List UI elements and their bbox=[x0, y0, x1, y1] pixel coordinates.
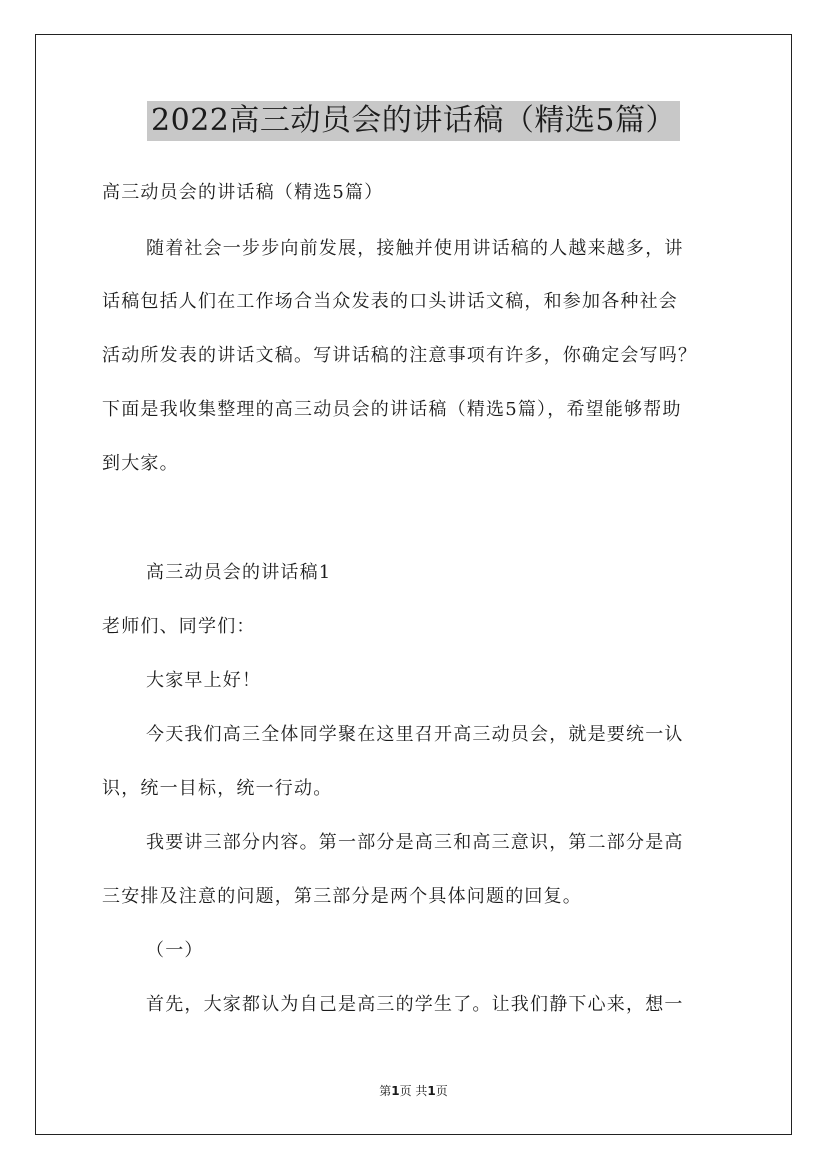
section-heading: 高三动员会的讲话稿1 bbox=[146, 562, 332, 583]
subsection-marker: （一） bbox=[146, 940, 204, 961]
footer-prefix: 第 bbox=[379, 1084, 392, 1098]
greeting-line: 大家早上好！ bbox=[146, 670, 262, 691]
subtitle-line: 高三动员会的讲话稿（精选5篇） bbox=[102, 182, 384, 203]
paragraph-line: 下面是我收集整理的高三动员会的讲话稿（精选5篇），希望能够帮助 bbox=[102, 399, 682, 420]
paragraph-line: 今天我们高三全体同学聚在这里召开高三动员会，就是要统一认 bbox=[146, 724, 684, 745]
footer-total-suffix: 页 bbox=[435, 1084, 448, 1098]
title-container bbox=[0, 101, 827, 141]
salutation-line: 老师们、同学们： bbox=[102, 616, 256, 637]
paragraph-line: 话稿包括人们在工作场合当众发表的口头讲话文稿，和参加各种社会 bbox=[102, 291, 678, 312]
document-title: 2022高三动员会的讲话稿（精选5篇） bbox=[147, 101, 680, 141]
paragraph-line: 我要讲三部分内容。第一部分是高三和高三意识，第二部分是高 bbox=[146, 832, 684, 853]
footer-page-number: 1 bbox=[391, 1084, 400, 1098]
paragraph-line: 活动所发表的讲话文稿。写讲话稿的注意事项有许多，你确定会写吗？ bbox=[102, 345, 698, 366]
paragraph-line: 识，统一目标，统一行动。 bbox=[102, 778, 333, 799]
page-footer bbox=[0, 1083, 827, 1099]
paragraph-line: 随着社会一步步向前发展，接触并使用讲话稿的人越来越多，讲 bbox=[146, 238, 684, 259]
paragraph-line: 首先，大家都认为自己是高三的学生了。让我们静下心来，想一 bbox=[146, 994, 684, 1015]
paragraph-line: 到大家。 bbox=[102, 453, 179, 474]
footer-page-suffix: 页 共 bbox=[399, 1084, 428, 1098]
footer-total-pages: 1 bbox=[427, 1084, 436, 1098]
paragraph-line: 三安排及注意的问题，第三部分是两个具体问题的回复。 bbox=[102, 886, 582, 907]
